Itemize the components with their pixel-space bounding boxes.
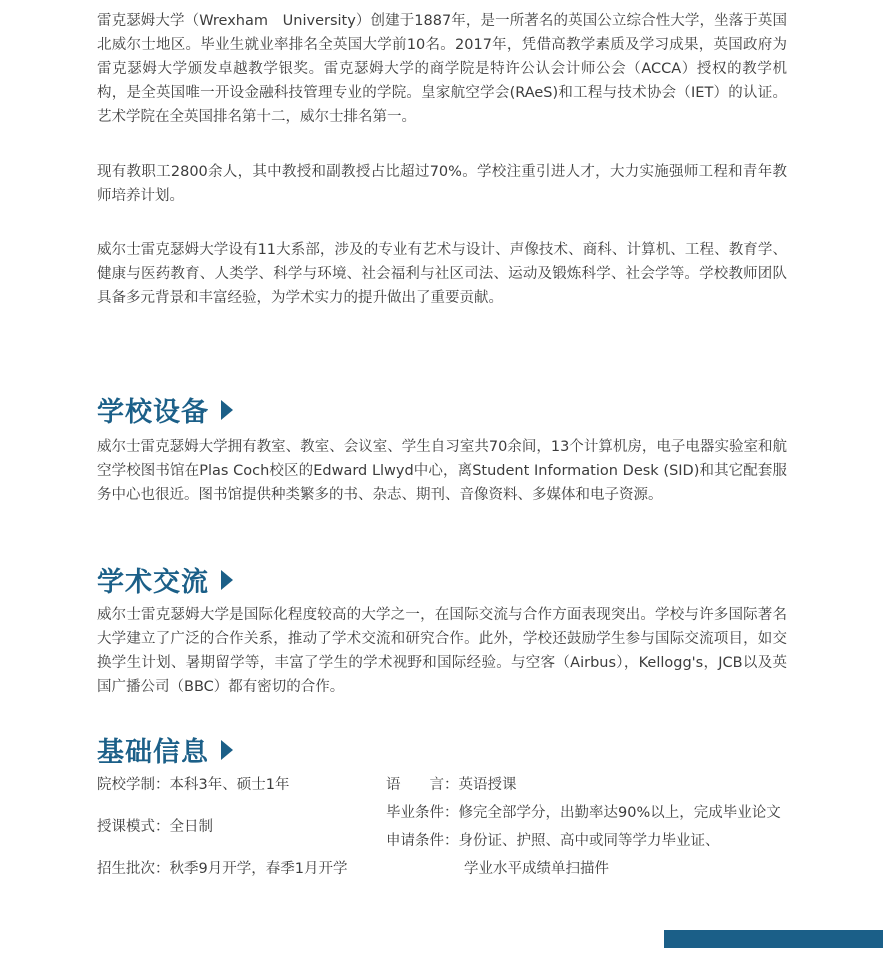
info-duration: 院校学制：本科3年、硕士1年 xyxy=(97,777,290,793)
facilities-heading-text: 学校设备 xyxy=(97,397,209,428)
facilities-heading xyxy=(97,390,233,429)
exchange-heading-text: 学术交流 xyxy=(97,567,209,598)
intro-paragraph-3: 威尔士雷克瑟姆大学设有11大系部，涉及的专业有艺术与设计、声像技术、商科、计算机、工程、教育学、健康与医药教育、人类学、科学与环境、社会福利与社区司法、运动及锻炼科学、社会学等。学校教师团队具备多元背景和丰富经验，为学术实力的提升做出了重要贡献。 xyxy=(97,242,787,306)
triangle-right-icon xyxy=(221,740,233,760)
info-application-continued: 学业水平成绩单扫描件 xyxy=(464,861,609,877)
triangle-right-icon xyxy=(221,400,233,420)
info-intake: 招生批次：秋季9月开学，春季1月开学 xyxy=(97,861,348,877)
basic-info-heading-text: 基础信息 xyxy=(97,737,209,768)
info-mode: 授课模式：全日制 xyxy=(97,819,213,835)
intro-paragraph-1: 雷克瑟姆大学（Wrexham University）创建于1887年，是一所著名的英国公立综合性大学，坐落于英国北威尔士地区。毕业生就业率排名全英国大学前10名。2017年，凭借高教学素质及学习成果，英国政府为雷克瑟姆大学颁发卓越教学银奖。雷克瑟姆大学的商学院是特许公认会计师公会（ACCA）授权的教学机构，是全英国唯一开设金融科技管理专业的学院。皇家航空学会(RAeS)和工程与技术协会（IET）的认证。艺术学院在全英国排名第十二，威尔士排名第一。 xyxy=(97,13,787,125)
exchange-text: 威尔士雷克瑟姆大学是国际化程度较高的大学之一，在国际交流与合作方面表现突出。学校与许多国际著名大学建立了广泛的合作关系，推动了学术交流和研究合作。此外，学校还鼓励学生参与国际交流项目，如交换学生计划、暑期留学等，丰富了学生的学术视野和国际经验。与空客（Airbus），Kellogg's，JCB以及英国广播公司（BBC）都有密切的合作。 xyxy=(97,607,787,695)
info-application: 申请条件：身份证、护照、高中或同等学力毕业证、 xyxy=(386,833,720,849)
info-graduation: 毕业条件：修完全部学分，出勤率达90%以上，完成毕业论文 xyxy=(386,805,781,821)
exchange-heading xyxy=(97,560,233,599)
basic-info-heading xyxy=(97,730,233,769)
facilities-text: 威尔士雷克瑟姆大学拥有教室、教室、会议室、学生自习室共70余间，13个计算机房，电子电器实验室和航空学校图书馆在Plas Coch校区的Edward Llwyd中心，离Student Information Desk (SID)和其它配套服务中心也很近。图书馆提供种类繁多的书、杂志、期刊、音像资料、多媒体和电子资源。 xyxy=(97,439,787,503)
intro-paragraph-2: 现有教职工2800余人，其中教授和副教授占比超过70%。学校注重引进人才，大力实施强师工程和青年教师培养计划。 xyxy=(97,164,787,204)
triangle-right-icon xyxy=(221,570,233,590)
info-language: 语 言：英语授课 xyxy=(386,777,517,793)
footer-accent-bar xyxy=(664,930,883,948)
